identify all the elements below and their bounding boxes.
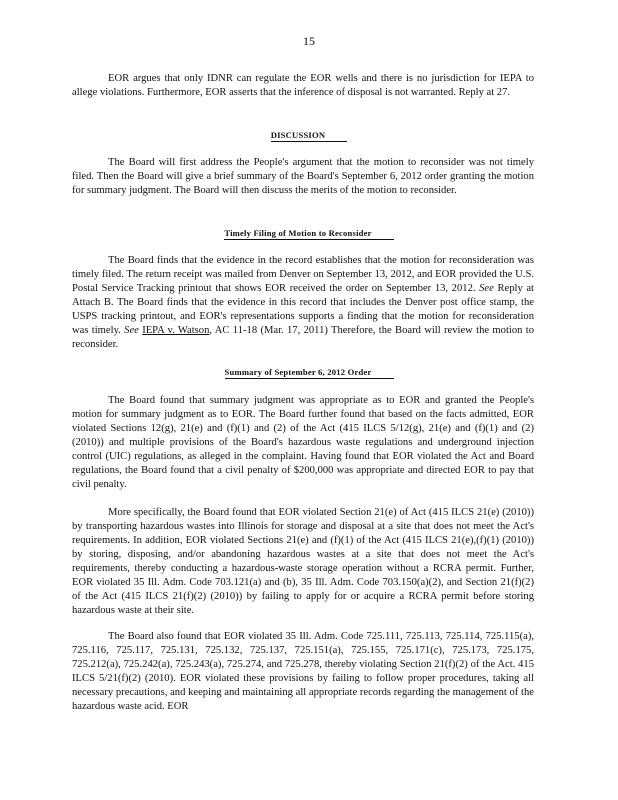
heading-summary-order [0, 367, 618, 377]
paragraph-board-will-first: The Board will first address the People's argument that the motion to reconsider was not timely filed. Then the Board will give a brief summary of the Board's September 6, 2012 order granting the motion for summary judgment. The Board will then discuss the merits of the motion to reconsider. [72, 157, 534, 196]
paragraph-more-specifically: More specifically, the Board found that EOR violated Section 21(e) of Act (415 ILCS 21(e) (2010)) by transporting hazardous wastes into Illinois for storage and disposal at a site that does not meet the Act's requirements. In addition, EOR violated Sections 21(e) and (f)(1) of the Act (415 ILCS 21(e),(f)(1) (2010)) by storing, disposing, and/or abandoning hazardous wastes at a site that does not meet the Act's requirements, thereby conducting a hazardous-waste storage operation without a RCRA permit. Further, EOR violated 35 Ill. Adm. Code 703.121(a) and (b), 35 Ill. Adm. Code 703.150(a)(2), and Section 21(f)(2) of the Act (415 ILCS 21(f)(2) (2010)) by failing to apply for or acquire a RCRA permit before storing hazardous waste at their site. [72, 507, 534, 616]
heading-summary-order-text: Summary of September 6, 2012 Order [225, 367, 394, 379]
paragraph-summary-judgment: The Board found that summary judgment was appropriate as to EOR and granted the People's motion for summary judgment as to EOR. The Board further found that based on the facts admitted, EOR violated Sections 12(g), 21(e) and (f)(1) and (2) of the Act (415 ILCS 5/12(g), 21(e) and (f)(1) and (2) (2010)) and multiple provisions of the Board's hazardous waste regulations and underground injection control (UIC) regulations, as alleged in the complaint. Having found that EOR violated the Act and Board regulations, the Board found that a civil penalty of $200,000 was appropriate and directed EOR to pay that civil penalty. [72, 395, 534, 490]
timely-text-a: The Board finds that the evidence in the record establishes that the motion for reconsideration was timely filed. The return receipt was mailed from Denver on September 13, 2012, and EOR provided the U.S. Postal Service Tracking printout that shows EOR received the order on September 13, 2012. [72, 255, 534, 294]
page-number: 15 [303, 34, 315, 48]
signal-see-2: See [124, 325, 139, 336]
paragraph-board-also-found: The Board also found that EOR violated 35 Ill. Adm. Code 725.111, 725.113, 725.114, 725.115(a), 725.116, 725.117, 725.131, 725.132, 725.137, 725.151(a), 725.155, 725.171(c), 725.173, 725.175, 725.212(a), 725.242(a), 725.243(a), 725.274, and 725.278, thereby violating Section 21(f)(2) of the Act. 415 ILCS 5/21(f)(2) (2010). EOR violated these provisions by failing to follow proper procedures, taking all necessary precautions, and keeping and maintaining all appropriate records regarding the management of the hazardous waste acid. EOR [72, 631, 534, 712]
heading-timely-filing [0, 228, 618, 238]
signal-see: See [479, 283, 494, 294]
heading-timely-filing-text: Timely Filing of Motion to Reconsider [224, 228, 393, 240]
paragraph-eor-argues: EOR argues that only IDNR can regulate the EOR wells and there is no jurisdiction for IEPA to allege violations. Furthermore, EOR asserts that the inference of disposal is not warranted. Reply at 27. [72, 73, 534, 98]
paragraph-timely-filed [72, 254, 534, 352]
timely-text-b: Reply at Attach B. The Board finds that the evidence in this record that includes the Denver post office stamp, the USPS tracking printout, and EOR's representations supports a finding that the motion for reconsideration was timely. [72, 283, 534, 336]
timely-text-c: , AC 11-18 (Mar. 17, 2011) Therefore, the Board will review the motion to reconsider. [72, 325, 534, 350]
heading-discussion [0, 130, 618, 140]
heading-discussion-text: DISCUSSION [271, 130, 348, 142]
case-citation: IEPA v. Watson [142, 325, 210, 336]
